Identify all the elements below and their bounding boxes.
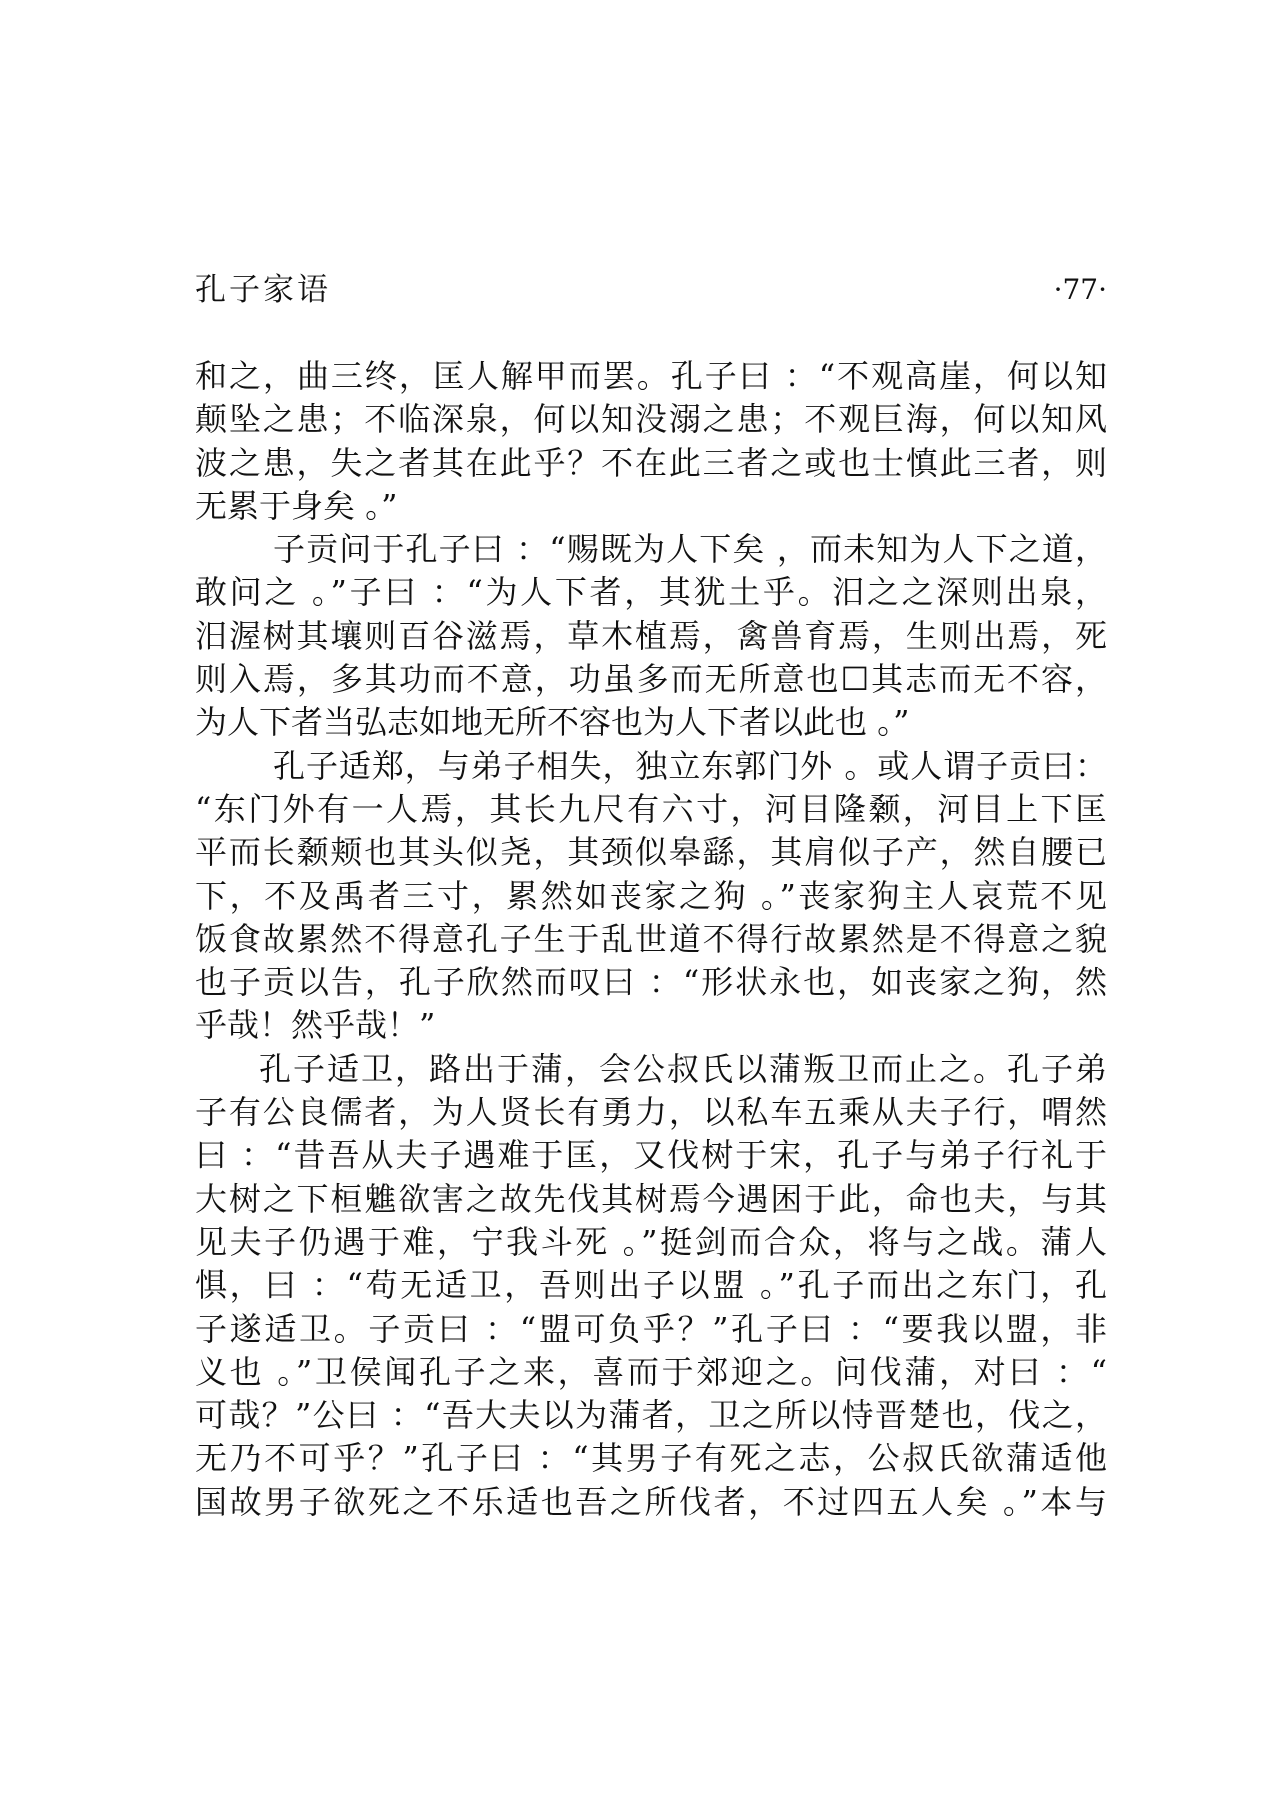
text-line: 平而长颡颊也其头似尧，其颈似皋繇，其肩似子产，然自腰已 — [195, 833, 1107, 872]
text-line: 惧，曰 ：“苟无适卫，吾则出子以盟 。”孔子而出之东门，孔 — [195, 1266, 1107, 1305]
text-line: 为人下者当弘志如地无所不容也为人下者以此也 。” — [195, 703, 910, 742]
text-line: 下，不及禹者三寸，累然如丧家之狗 。”丧家狗主人哀荒不见 — [195, 876, 1107, 915]
text-line: 和之，曲三终，匡人解甲而罢。孔子曰 ：“不观高崖，何以知 — [195, 357, 1107, 395]
text-line: 波之患，失之者其在此乎？不在此三者之或也士慎此三者，则 — [195, 443, 1107, 482]
text-line: 也子贡以告，孔子欣然而叹曰 ：“形状永也，如丧家之狗，然 — [195, 963, 1107, 1002]
text-line: 无乃不可乎？”孔子曰 ：“其男子有死之志，公叔氏欲蒲适他 — [195, 1439, 1107, 1478]
text-line: 乎哉！然乎哉！” — [195, 1006, 436, 1045]
text-line: 见夫子仍遇于难，宁我斗死 。”挺剑而合众，将与之战。蒲人 — [195, 1222, 1107, 1261]
text-line: “东门外有一人焉，其长九尺有六寸，河目隆颡，河目上下匡 — [195, 789, 1107, 828]
text-line: 义也 。”卫侯闻孔子之来，喜而于郊迎之。问伐蒲，对曰 ：“ — [195, 1352, 1107, 1391]
text-line: 无累于身矣 。” — [195, 486, 398, 525]
text-line: 子遂适卫。子贡曰 ：“盟可负乎？”孔子曰 ：“要我以盟，非 — [195, 1309, 1107, 1348]
text-line: 敢问之 。”子曰 ：“为人下者，其犹土乎。汨之之深则出泉， — [195, 573, 1107, 612]
text-line: 颠坠之患；不临深泉，何以知没溺之患；不观巨海，何以知风 — [195, 400, 1107, 439]
text-line: 则入焉，多其功而不意，功虽多而无所意也☐其志而无不容， — [195, 660, 1107, 699]
body-text — [195, 355, 1107, 1524]
text-line: 大树之下桓魋欲害之故先伐其树焉今遇困于此，命也夫，与其 — [195, 1179, 1107, 1218]
text-line: 曰 ：“昔吾从夫子遇难于匡，又伐树于宋，孔子与弟子行礼于 — [195, 1136, 1107, 1175]
book-title: 孔子家语 — [195, 272, 331, 308]
running-header — [195, 268, 1107, 312]
text-line: 饭食故累然不得意孔子生于乱世道不得行故累然是不得意之貌 — [195, 919, 1107, 958]
text-line: 可哉？”公曰 ：“吾大夫以为蒲者，卫之所以恃晋楚也，伐之， — [195, 1396, 1107, 1435]
text-line: 子贡问于孔子曰 ：“赐既为人下矣 ，而未知为人下之道， — [273, 530, 1107, 569]
text-line: 孔子适郑，与弟子相失，独立东郭门外 。或人谓子贡曰： — [273, 746, 1107, 785]
text-line: 国故男子欲死之不乐适也吾之所伐者，不过四五人矣 。”本与 — [195, 1482, 1107, 1521]
text-line: 汨渥树其壤则百谷滋焉，草木植焉，禽兽育焉，生则出焉，死 — [195, 616, 1107, 655]
text-line: 子有公良儒者，为人贤长有勇力，以私车五乘从夫子行，喟然 — [195, 1093, 1107, 1132]
text-line: 孔子适卫，路出于蒲，会公叔氏以蒲叛卫而止之。孔子弟 — [259, 1049, 1107, 1088]
page-number: ·77· — [1053, 273, 1107, 306]
